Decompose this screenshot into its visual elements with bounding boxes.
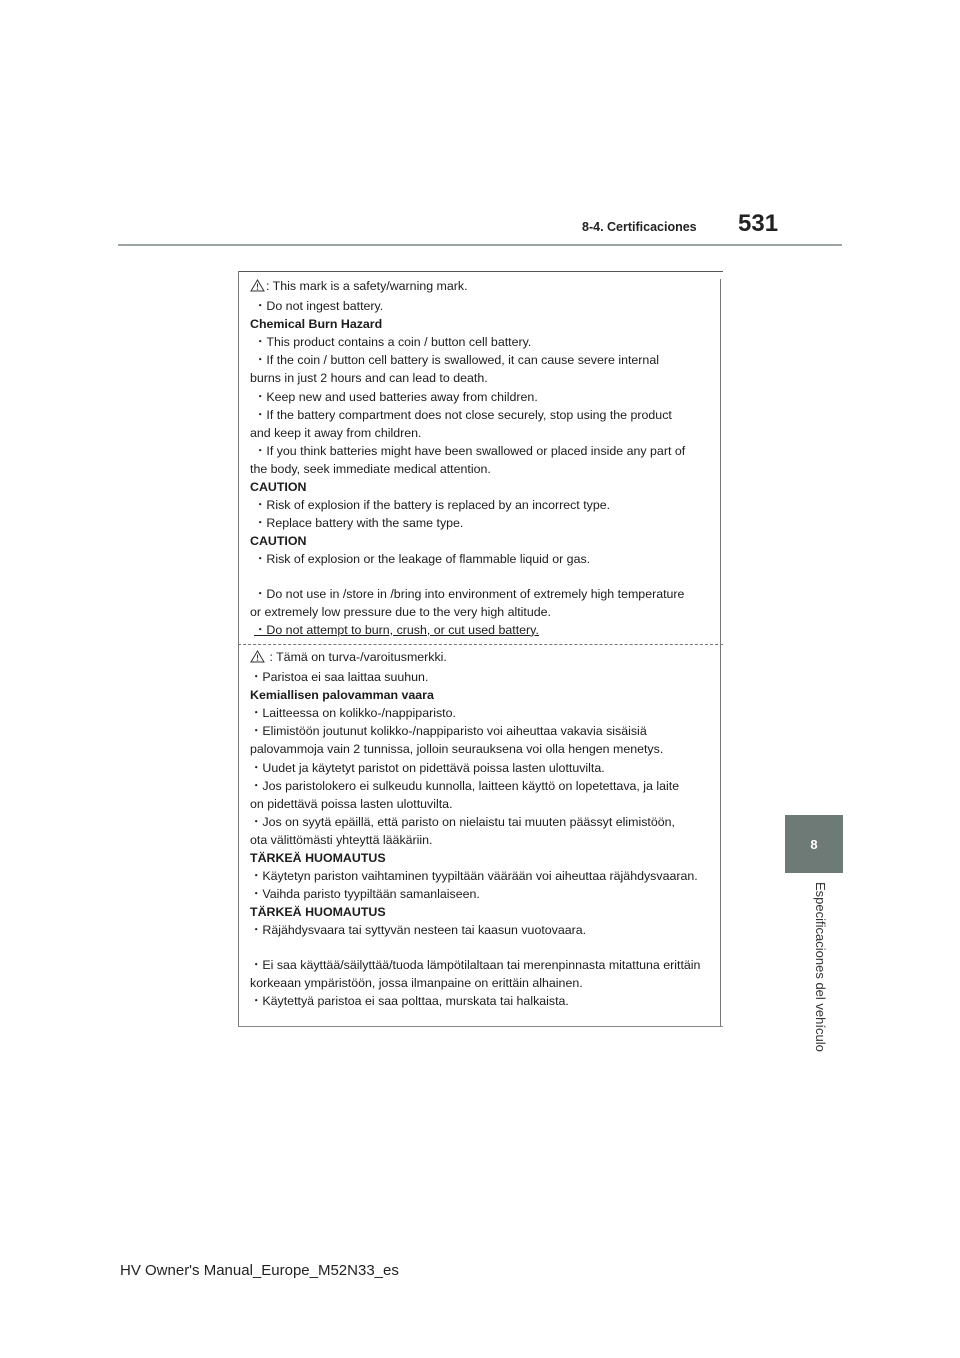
mark-text: : This mark is a safety/warning mark. <box>266 279 468 293</box>
chapter-side-label: Especificaciones del vehículo <box>813 882 828 1052</box>
caution-heading: TÄRKEÄ HUOMAUTUS <box>250 851 386 866</box>
header-divider <box>118 244 842 246</box>
label-border-top <box>238 271 723 272</box>
mark-text: : Tämä on turva-/varoitusmerkki. <box>266 650 447 664</box>
warning-heading: Chemical Burn Hazard <box>250 317 383 332</box>
warning-line: ・If you think batteries might have been swallowed or placed inside any part of <box>254 443 686 458</box>
warning-triangle-icon <box>250 279 265 297</box>
warning-line: ・Do not ingest battery. <box>254 299 384 314</box>
battery-warning-label <box>238 271 723 1027</box>
finnish-warning-text <box>250 648 718 1010</box>
warning-line: burns in just 2 hours and can lead to death. <box>250 371 488 386</box>
warning-line: ・Replace battery with the same type. <box>254 516 464 531</box>
caution-heading: TÄRKEÄ HUOMAUTUS <box>250 905 386 920</box>
label-border-right <box>720 279 721 1027</box>
warning-triangle-icon <box>250 650 265 668</box>
caution-heading: CAUTION <box>250 480 307 495</box>
language-divider <box>238 644 723 645</box>
mark-line <box>250 648 718 668</box>
chapter-tab: 8 <box>785 815 843 873</box>
warning-line: ・Elimistöön joutunut kolikko-/nappiparisto voi aiheuttaa vakavia sisäisiä <box>250 724 647 739</box>
warning-line: ・Keep new and used batteries away from children. <box>254 389 538 404</box>
warning-line: ・Uudet ja käytetyt paristot on pidettävä poissa lasten ulottuvilta. <box>250 760 605 775</box>
warning-line: ・Räjähdysvaara tai syttyvän nesteen tai kaasun vuotovaara. <box>250 923 587 938</box>
warning-line: on pidettävä poissa lasten ulottuvilta. <box>250 796 453 811</box>
label-border-bottom <box>238 1026 723 1027</box>
page-number: 531 <box>738 210 779 237</box>
warning-line: ・Paristoa ei saa laittaa suuhun. <box>250 670 429 685</box>
label-border-left <box>238 271 239 1027</box>
english-warning-text <box>250 277 718 639</box>
warning-line: the body, seek immediate medical attention. <box>250 461 491 476</box>
warning-line: ・Vaihda paristo tyypiltään samanlaiseen. <box>250 887 480 902</box>
warning-line: korkeaan ympäristöön, jossa ilmanpaine on erittäin alhainen. <box>250 975 583 990</box>
warning-line: ・If the coin / button cell battery is swallowed, it can cause severe internal <box>254 353 659 368</box>
warning-line: ・Risk of explosion or the leakage of flammable liquid or gas. <box>254 552 591 567</box>
warning-line: ・Do not use in /store in /bring into environment of extremely high temperature <box>254 586 685 601</box>
warning-line: ・Laitteessa on kolikko-/nappiparisto. <box>250 706 456 721</box>
caution-heading: CAUTION <box>250 534 307 549</box>
warning-line: ・Käytettyä paristoa ei saa polttaa, murskata tai halkaista. <box>250 993 569 1008</box>
manual-footer: HV Owner's Manual_Europe_M52N33_es <box>120 1262 399 1279</box>
warning-line: ・If the battery compartment does not close securely, stop using the product <box>254 407 672 422</box>
warning-heading: Kemiallisen palovamman vaara <box>250 688 434 703</box>
warning-line: palovammoja vain 2 tunnissa, jolloin seurauksena voi olla hengen menetys. <box>250 742 664 757</box>
warning-line: and keep it away from children. <box>250 425 422 440</box>
warning-line: ・Ei saa käyttää/säilyttää/tuoda lämpötilaltaan tai merenpinnasta mitattuna erittäin <box>250 957 701 972</box>
warning-line: ・Jos on syytä epäillä, että paristo on nielaistu tai muuten päässyt elimistöön, <box>250 814 675 829</box>
mark-line <box>250 277 718 297</box>
warning-line: ・Risk of explosion if the battery is replaced by an incorrect type. <box>254 498 611 513</box>
section-title: 8-4. Certificaciones <box>582 220 697 234</box>
warning-line: ota välittömästi yhteyttä lääkäriin. <box>250 832 433 847</box>
warning-line: or extremely low pressure due to the very high altitude. <box>250 604 551 619</box>
warning-line: ・Käytetyn pariston vaihtaminen tyypiltään väärään voi aiheuttaa räjähdysvaaran. <box>250 869 698 884</box>
warning-line: ・This product contains a coin / button cell battery. <box>254 335 532 350</box>
warning-line: ・Do not attempt to burn, crush, or cut used battery. <box>254 622 539 637</box>
warning-line: ・Jos paristolokero ei sulkeudu kunnolla, laitteen käyttö on lopetettava, ja laite <box>250 778 680 793</box>
